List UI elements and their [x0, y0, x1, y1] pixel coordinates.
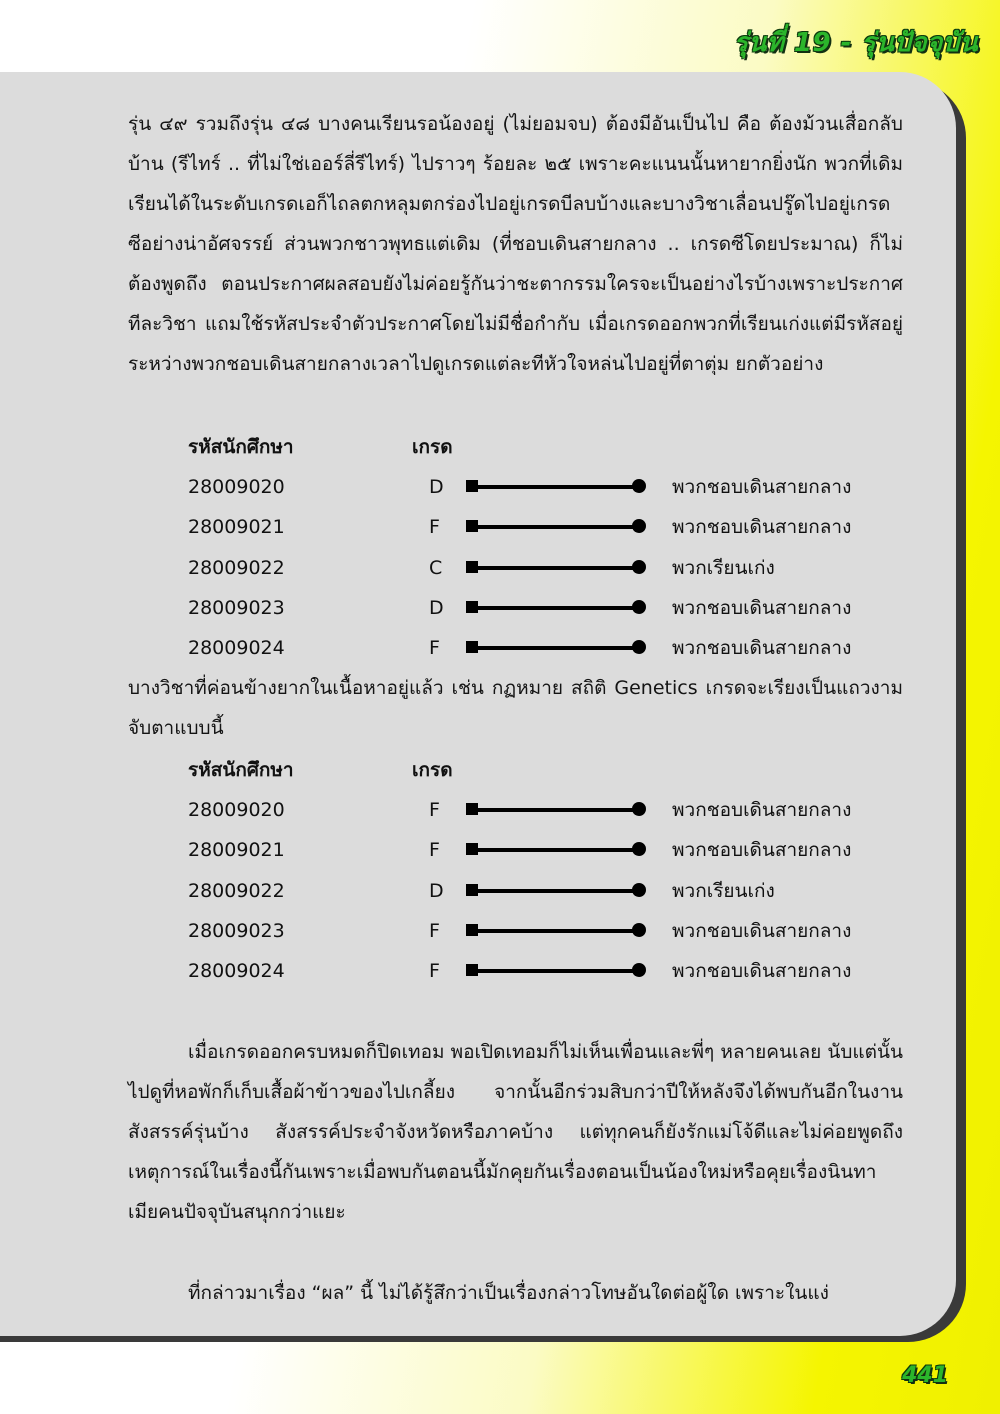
table-row: [188, 588, 888, 628]
table-row: [188, 871, 888, 911]
dot-marker-icon: [632, 479, 646, 493]
group-label: พวกชอบเดินสายกลาง: [672, 636, 852, 659]
table-row: [188, 830, 888, 870]
connector-line: [466, 848, 646, 853]
group-label: พวกชอบเดินสายกลาง: [672, 839, 852, 862]
student-id: 28009021: [188, 839, 285, 862]
table-row: [188, 467, 888, 507]
table-row: [188, 548, 888, 588]
table-row: [188, 951, 888, 991]
header-grade: เกรด: [412, 436, 453, 458]
group-label: พวกชอบเดินสายกลาง: [672, 799, 852, 822]
group-label: พวกเรียนเก่ง: [672, 556, 775, 579]
group-label: พวกชอบเดินสายกลาง: [672, 959, 852, 982]
group-label: พวกชอบเดินสายกลาง: [672, 516, 852, 539]
group-label: พวกชอบเดินสายกลาง: [672, 596, 852, 619]
grade: C: [429, 556, 443, 579]
grade-table-1: [188, 427, 888, 668]
grade: F: [429, 959, 440, 982]
page-number: 441: [902, 1363, 948, 1388]
connector-line: [466, 929, 646, 934]
grade: D: [429, 596, 444, 619]
table-row: [188, 911, 888, 951]
connector-line: [466, 969, 646, 974]
grade: F: [429, 516, 440, 539]
paragraph-semester-end: เมื่อเกรดออกครบหมดก็ปิดเทอม พอเปิดเทอมก็ไม่เห็นเพื่อนและพี่ๆ หลายคนเลย นับแต่นั้นไปดูที่หอพักก็เก็บเสื้อผ้าข้าวของไปเกลี้ยง จากนั้นอีกร่วมสิบกว่าปีให้หลังจึงได้พบกันอีกในงานสังสรรค์รุ่นบ้าง สังสรรค์ประจำจังหวัดหรือภาคบ้าง แต่ทุกคนก็ยังรักแม่โจ้ดีและไม่ค่อยพูดถึงเหตุการณ์ในเรื่องนี้กันเพราะเมื่อพบกันตอนนี้มักคุยกันเรื่องตอนเป็นน้องใหม่หรือคุยเรื่องนินทาเมียคนปัจจุบันสนุกกว่าแยะ: [128, 1041, 903, 1223]
paragraph-closing: ที่กล่าวมาเรื่อง “ผล” นี้ ไม่ได้รู้สึกว่าเป็นเรื่องกล่าวโทษอันใดต่อผู้ใด เพราะในแง่: [188, 1282, 829, 1304]
table-header: [188, 750, 888, 790]
dot-marker-icon: [632, 600, 646, 614]
dot-marker-icon: [632, 923, 646, 937]
page-header-title: รุ่นที่ 19 - รุ่นปัจจุบัน: [734, 28, 978, 58]
grade: D: [429, 476, 444, 499]
grade: F: [429, 636, 440, 659]
grade-table-2: [188, 750, 888, 991]
paragraph-intro: รุ่น ๔๙ รวมถึงรุ่น ๔๘ บางคนเรียนรอน้องอยู่ (ไม่ยอมจบ) ต้องมีอันเป็นไป คือ ต้องม้วนเสื่อกลับบ้าน (รีไทร์ .. ที่ไม่ใช่เออร์ลี่รีไทร์) ไปราวๆ ร้อยละ ๒๕ เพราะคะแนนนั้นหายากยิ่งนัก พวกที่เดิมเรียนได้ในระดับเกรดเอก็ไถลตกหลุมตกร่องไปอยู่เกรดบีลบบ้างและบางวิชาเลื่อนปรู๊ดไปอยู่เกรดซีอย่างน่าอัศจรรย์ ส่วนพวกชาวพุทธแต่เดิม (ที่ชอบเดินสายกลาง .. เกรดซีโดยประมาณ) ก็ไม่ต้องพูดถึง ตอนประกาศผลสอบยังไม่ค่อยรู้กันว่าชะตากรรมใครจะเป็นอย่างไรบ้างเพราะประกาศทีละวิชา แถมใช้รหัสประจำตัวประกาศโดยไม่มีชื่อกำกับ เมื่อเกรดออกพวกที่เรียนเก่งแต่มีรหัสอยู่ระหว่างพวกชอบเดินสายกลางเวลาไปดูเกรดแต่ละทีหัวใจหล่นไปอยู่ที่ตาตุ่ม ยกตัวอย่าง: [128, 113, 903, 375]
student-id: 28009023: [188, 596, 285, 619]
dot-marker-icon: [632, 560, 646, 574]
header-student-id: รหัสนักศึกษา: [188, 436, 294, 458]
group-label: พวกชอบเดินสายกลาง: [672, 919, 852, 942]
grade: F: [429, 839, 440, 862]
paragraph-hard-subjects: บางวิชาที่ค่อนข้างยากในเนื้อหาอยู่แล้ว เช่น กฏหมาย สถิติ Genetics เกรดจะเรียงเป็นแถวงามจับตาแบบนี้: [128, 677, 903, 739]
grade: F: [429, 799, 440, 822]
grade: F: [429, 919, 440, 942]
dot-marker-icon: [632, 963, 646, 977]
connector-line: [466, 525, 646, 530]
table-row: [188, 507, 888, 547]
dot-marker-icon: [632, 640, 646, 654]
dot-marker-icon: [632, 802, 646, 816]
connector-line: [466, 646, 646, 651]
dot-marker-icon: [632, 883, 646, 897]
student-id: 28009020: [188, 799, 285, 822]
table-header: [188, 427, 888, 467]
dot-marker-icon: [632, 519, 646, 533]
header-student-id: รหัสนักศึกษา: [188, 759, 294, 781]
dot-marker-icon: [632, 842, 646, 856]
student-id: 28009021: [188, 516, 285, 539]
group-label: พวกชอบเดินสายกลาง: [672, 476, 852, 499]
header-grade: เกรด: [412, 759, 453, 781]
student-id: 28009023: [188, 919, 285, 942]
connector-line: [466, 566, 646, 571]
connector-line: [466, 606, 646, 611]
connector-line: [466, 889, 646, 894]
student-id: 28009022: [188, 556, 285, 579]
connector-line: [466, 485, 646, 490]
table-row: [188, 628, 888, 668]
table-row: [188, 790, 888, 830]
group-label: พวกเรียนเก่ง: [672, 879, 775, 902]
grade: D: [429, 879, 444, 902]
student-id: 28009024: [188, 636, 285, 659]
student-id: 28009020: [188, 476, 285, 499]
student-id: 28009022: [188, 879, 285, 902]
student-id: 28009024: [188, 959, 285, 982]
connector-line: [466, 808, 646, 813]
